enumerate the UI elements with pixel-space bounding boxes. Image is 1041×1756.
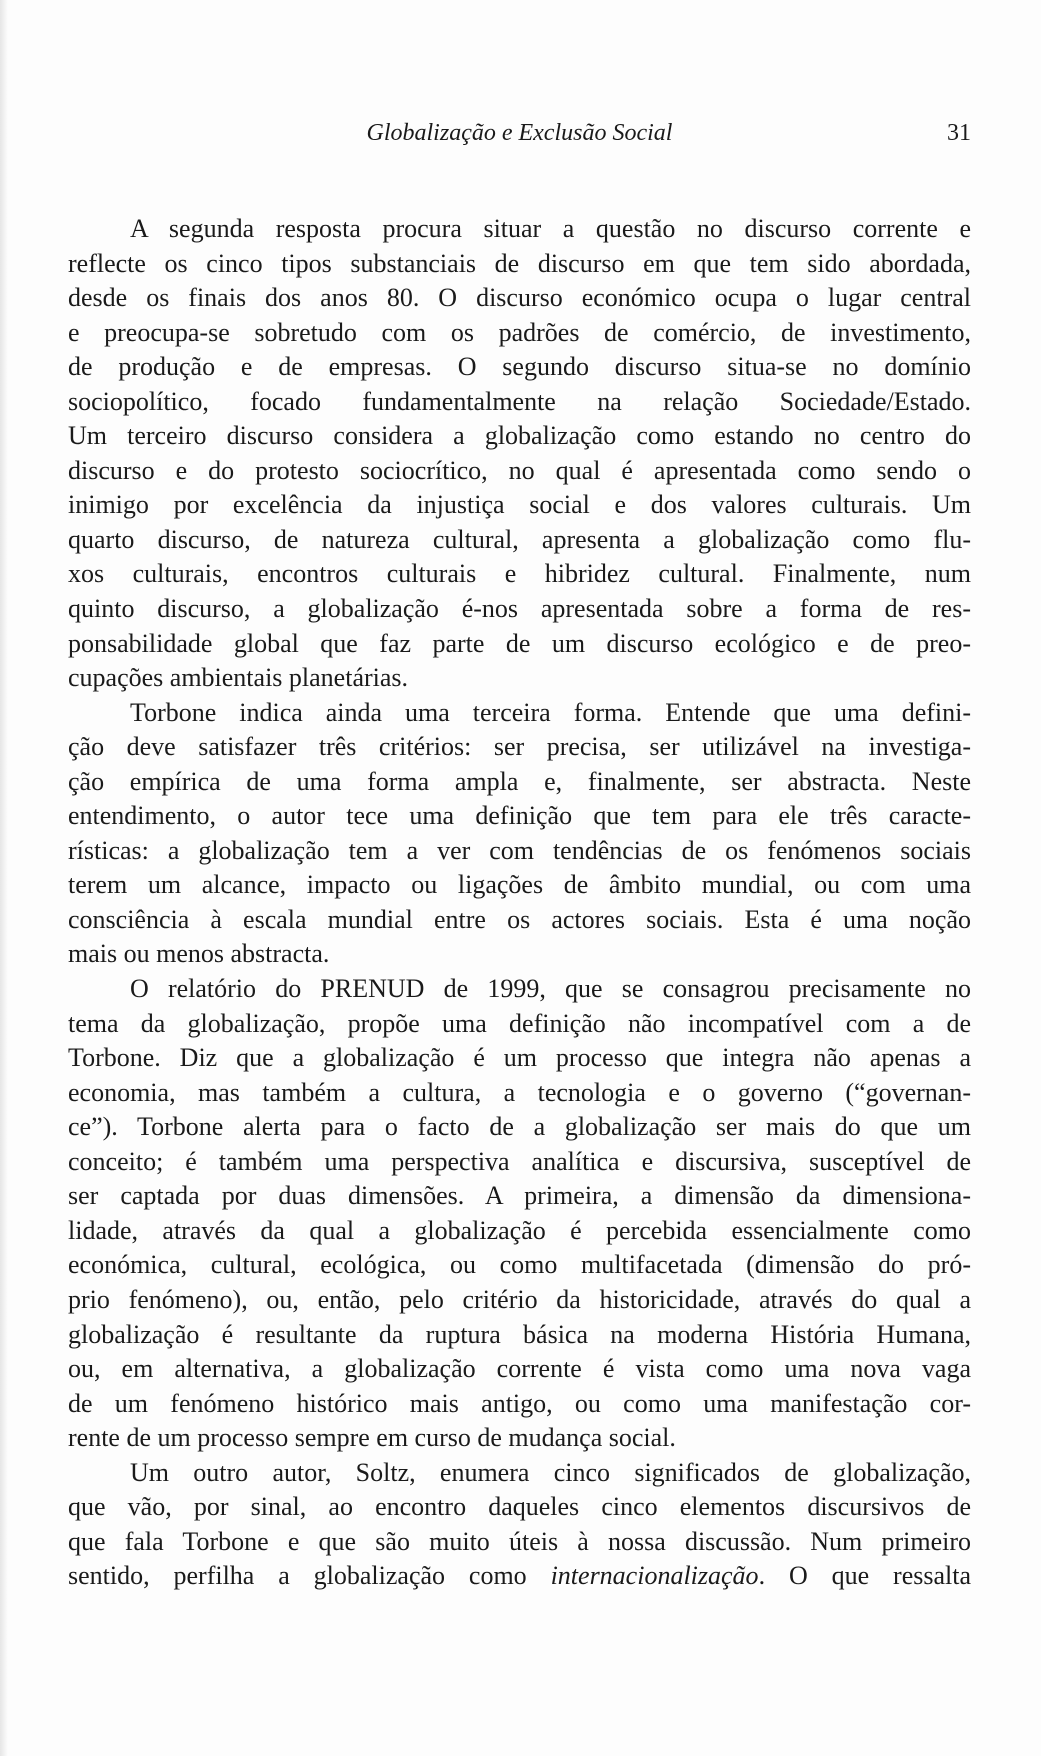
page-number: 31 bbox=[947, 120, 971, 146]
final-line-start: sentido, perfilha a globalização como bbox=[68, 1561, 551, 1591]
text-line: consciência à escala mundial entre os actores sociais. Esta é uma noção bbox=[68, 904, 971, 934]
text-line: discurso e do protesto sociocrítico, no qual é apresentada como sendo o bbox=[68, 455, 971, 485]
text-line-final bbox=[68, 1559, 971, 1594]
text-line: ou, em alternativa, a globalização corrente é vista como uma nova vaga bbox=[68, 1354, 971, 1384]
italic-term: internacionalização bbox=[550, 1561, 759, 1591]
text-line: desde os finais dos anos 80. O discurso económico ocupa o lugar central bbox=[68, 283, 971, 313]
text-line: ção empírica de uma forma ampla e, finalmente, ser abstracta. Neste bbox=[68, 766, 971, 796]
text-line: ser captada por duas dimensões. A primeira, a dimensão da dimensiona- bbox=[68, 1181, 971, 1211]
text-line: e preocupa-se sobretudo com os padrões de comércio, de investimento, bbox=[68, 317, 971, 347]
text-line: económica, cultural, ecológica, ou como multifacetada (dimensão do pró- bbox=[68, 1250, 971, 1280]
text-line: reflecte os cinco tipos substanciais de discurso em que tem sido abordada, bbox=[68, 248, 971, 278]
running-title: Globalização e Exclusão Social bbox=[366, 120, 673, 146]
text-line: terem um alcance, impacto ou ligações de âmbito mundial, ou com uma bbox=[68, 870, 971, 900]
body-text bbox=[68, 212, 971, 1594]
running-head bbox=[68, 118, 971, 148]
text-line: quinto discurso, a globalização é-nos apresentada sobre a forma de res- bbox=[68, 594, 971, 624]
text-line: lidade, através da qual a globalização é percebida essencialmente como bbox=[68, 1215, 971, 1245]
text-line: Um terceiro discurso considera a globalização como estando no centro do bbox=[68, 421, 971, 451]
text-line: Torbone indica ainda uma terceira forma. Entende que uma defini- bbox=[130, 697, 971, 727]
text-line: entendimento, o autor tece uma definição que tem para ele três caracte- bbox=[68, 801, 971, 831]
text-line: Um outro autor, Soltz, enumera cinco significados de globalização, bbox=[130, 1457, 971, 1487]
text-line: quarto discurso, de natureza cultural, apresenta a globalização como flu- bbox=[68, 524, 971, 554]
text-line: sociopolítico, focado fundamentalmente na relação Sociedade/Estado. bbox=[68, 386, 971, 416]
final-line-end: . O que ressalta bbox=[758, 1561, 972, 1591]
text-line: xos culturais, encontros culturais e hibridez cultural. Finalmente, num bbox=[68, 559, 971, 589]
text-line: ção deve satisfazer três critérios: ser precisa, ser utilizável na investiga- bbox=[68, 732, 971, 762]
text-line: que fala Torbone e que são muito úteis à nossa discussão. Num primeiro bbox=[68, 1526, 971, 1556]
text-line: de produção e de empresas. O segundo discurso situa-se no domínio bbox=[68, 352, 971, 382]
text-line: prio fenómeno), ou, então, pelo critério da historicidade, através do qual a bbox=[68, 1284, 971, 1314]
text-line: de um fenómeno histórico mais antigo, ou como uma manifestação cor- bbox=[68, 1388, 971, 1418]
text-line: globalização é resultante da ruptura básica na moderna História Humana, bbox=[68, 1319, 971, 1349]
text-line: inimigo por excelência da injustiça social e dos valores culturais. Um bbox=[68, 490, 971, 520]
text-line: ce”). Torbone alerta para o facto de a globalização ser mais do que um bbox=[68, 1112, 971, 1142]
text-line: A segunda resposta procura situar a questão no discurso corrente e bbox=[130, 214, 971, 243]
text-line: cupações ambientais planetárias. bbox=[68, 663, 409, 693]
text-line: conceito; é também uma perspectiva analítica e discursiva, susceptível de bbox=[68, 1146, 971, 1176]
text-line: rente de um processo sempre em curso de mudança social. bbox=[68, 1423, 676, 1453]
text-line: que vão, por sinal, ao encontro daqueles cinco elementos discursivos de bbox=[68, 1492, 971, 1522]
text-line: Torbone. Diz que a globalização é um processo que integra não apenas a bbox=[68, 1043, 971, 1073]
text-line: ponsabilidade global que faz parte de um discurso ecológico e de preo- bbox=[68, 628, 971, 658]
text-line: economia, mas também a cultura, a tecnologia e o governo (“governan- bbox=[68, 1077, 971, 1107]
page-edge-shadow bbox=[0, 0, 8, 1756]
text-line: rísticas: a globalização tem a ver com tendências de os fenómenos sociais bbox=[68, 835, 971, 865]
text-line: O relatório do PRENUD de 1999, que se consagrou precisamente no bbox=[130, 974, 971, 1004]
text-line: mais ou menos abstracta. bbox=[68, 939, 330, 969]
text-line: tema da globalização, propõe uma definição não incompatível com a de bbox=[68, 1008, 971, 1038]
